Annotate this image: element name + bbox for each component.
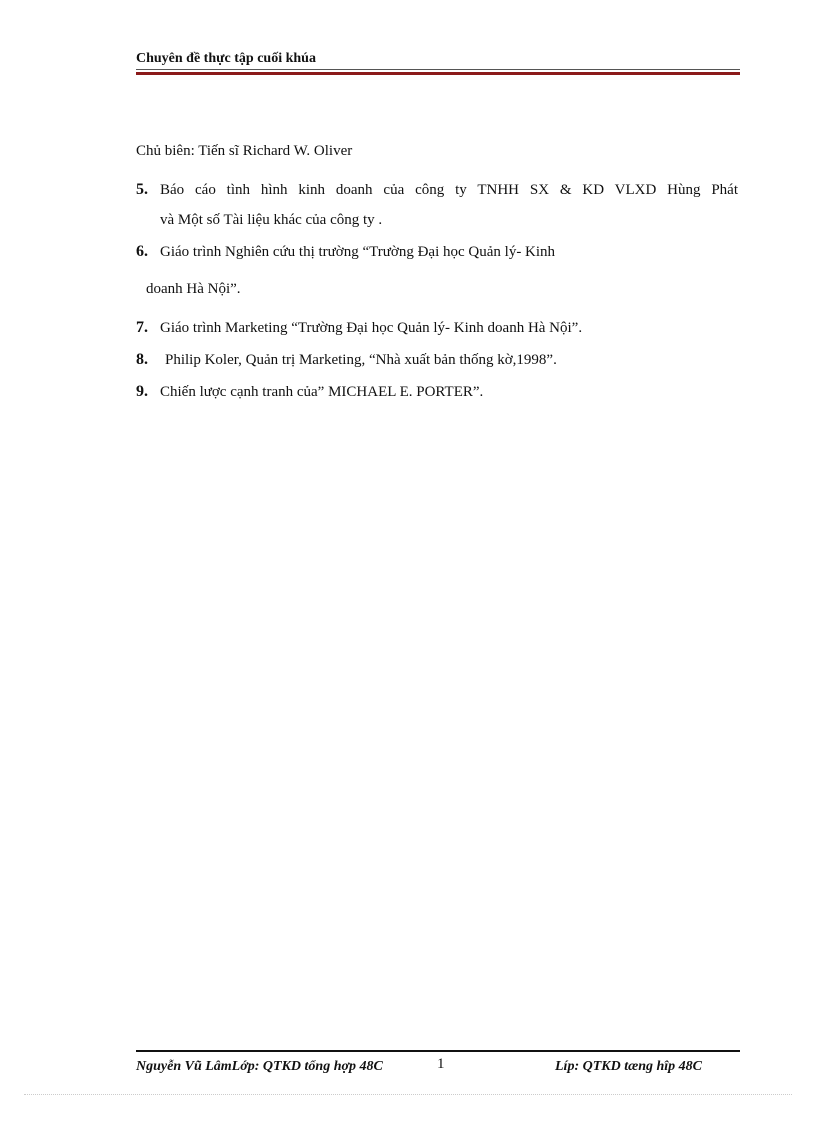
list-item-text: Giáo trình Nghiên cứu thị trường “Trường Đại học Quản lý- Kinh — [160, 244, 556, 260]
list-item-text: Chiến lược cạnh tranh của” MICHAEL E. PORTER”. — [160, 384, 484, 400]
list-item-number: 9. — [136, 383, 148, 400]
footer-divider — [136, 1050, 740, 1052]
list-item-text-continued: và Một số Tài liệu khác của công ty . — [160, 212, 383, 228]
footer-author-class: Nguyễn Vũ LâmLớp: QTKD tổng hợp 48C — [136, 1059, 383, 1074]
list-item-text: Báo cáo tình hình kinh doanh của công ty TNHH SX & KD VLXD Hùng Phát — [160, 182, 738, 198]
list-item-text: Giáo trình Marketing “Trường Đại học Quản lý- Kinh doanh Hà Nội”. — [160, 320, 583, 336]
editor-line: Chủ biên: Tiến sĩ Richard W. Oliver — [136, 143, 353, 159]
header-divider-thin — [136, 69, 740, 70]
list-item-text-continued: doanh Hà Nội”. — [146, 281, 241, 297]
list-item-number: 5. — [136, 181, 148, 198]
header-divider-thick — [136, 72, 740, 75]
page-number: 1 — [437, 1056, 445, 1072]
page-header-title: Chuyên đề thực tập cuối khúa — [136, 51, 316, 66]
list-item-number: 8. — [136, 351, 148, 368]
list-item-number: 7. — [136, 319, 148, 336]
page-edge-divider — [24, 1094, 792, 1095]
list-item-text: Philip Koler, Quản trị Marketing, “Nhà xuất bản thống kờ,1998”. — [165, 352, 557, 368]
list-item-number: 6. — [136, 243, 148, 260]
footer-class-label: Líp: QTKD tæng hîp 48C — [555, 1059, 703, 1074]
